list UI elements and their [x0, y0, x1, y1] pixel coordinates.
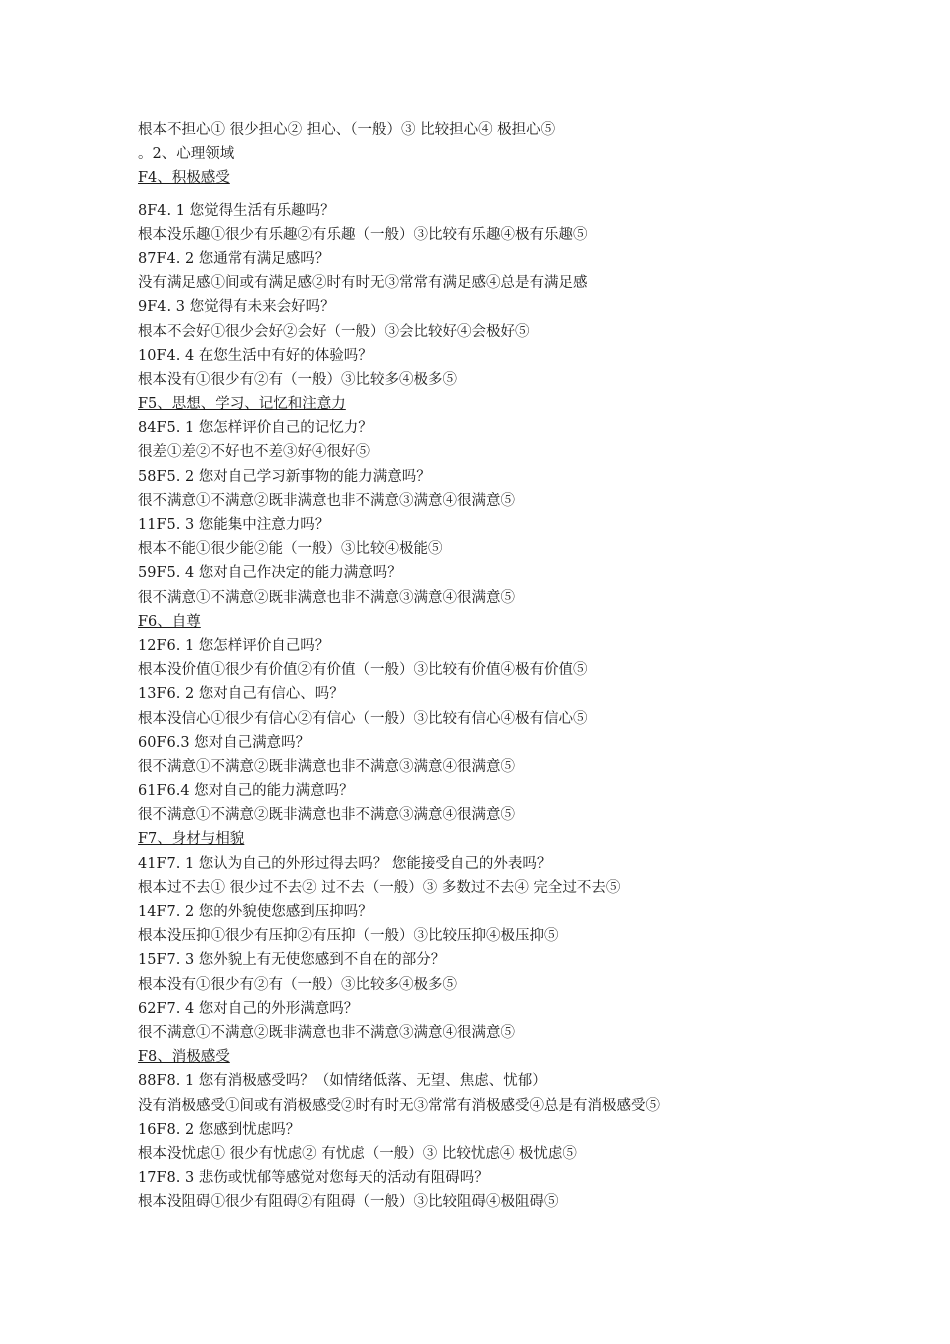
answer-options: 很不满意①不满意②既非满意也非不满意③满意④很满意⑤ [138, 589, 515, 606]
section-heading: F8、消极感受 [138, 1049, 230, 1066]
question-text: 41F7. 1 您认为自己的外形过得去吗？ 您能接受自己的外表吗？ [138, 855, 552, 872]
question-text: 10F4. 4 在您生活中有好的体验吗？ [138, 347, 373, 364]
answer-options: 根本不能①很少能②能（一般）③比较④极能⑤ [138, 541, 443, 558]
question-text: 84F5. 1 您怎样评价自己的记忆力？ [138, 420, 373, 437]
section-heading: F4、积极感受 [138, 170, 230, 187]
questionnaire-body [138, 118, 898, 1214]
answer-options: 根本没乐趣①很少有乐趣②有乐趣（一般）③比较有乐趣④极有乐趣⑤ [138, 226, 588, 243]
answer-options: 很不满意①不满意②既非满意也非不满意③满意④很满意⑤ [138, 492, 515, 509]
question-text: 58F5. 2 您对自己学习新事物的能力满意吗？ [138, 468, 431, 485]
question-text: 14F7. 2 您的外貌使您感到压抑吗？ [138, 904, 373, 920]
answer-options: 很不满意①不满意②既非满意也非不满意③满意④很满意⑤ [138, 1024, 515, 1041]
answer-options: 根本没有①很少有②有（一般）③比较多④极多⑤ [138, 976, 457, 993]
answer-options: 根本没压抑①很少有压抑②有压抑（一般）③比较压抑④极压抑⑤ [138, 928, 559, 945]
answer-options: 根本没阻碍①很少有阻碍②有阻碍（一般）③比较阻碍④极阻碍⑤ [138, 1194, 559, 1211]
text-line: 。2、心理领域 [138, 146, 235, 163]
question-text: 17F8. 3 悲伤或忧郁等感觉对您每天的活动有阻碍吗？ [138, 1170, 489, 1187]
answer-options: 根本没忧虑① 很少有忧虑② 有忧虑（一般）③ 比较忧虑④ 极忧虑⑤ [138, 1145, 577, 1162]
question-text: 13F6. 2 您对自己有信心、吗？ [138, 686, 344, 703]
question-text: 60F6.3 您对自己满意吗？ [138, 734, 311, 751]
question-text: 87F4. 2 您通常有满足感吗？ [138, 250, 330, 267]
question-text: 88F8. 1 您有消极感受吗？（如情绪低落、无望、焦虑、忧郁） [138, 1073, 547, 1090]
paragraph-spacer [138, 191, 898, 199]
question-text: 62F7. 4 您对自己的外形满意吗？ [138, 1000, 359, 1017]
question-text: 9F4. 3 您觉得有未来会好吗？ [138, 299, 335, 316]
section-heading: F5、思想、学习、记忆和注意力 [138, 396, 346, 413]
answer-options: 根本没信心①很少有信心②有信心（一般）③比较有信心④极有信心⑤ [138, 710, 588, 727]
answer-options: 很差①差②不好也不差③好④很好⑤ [138, 444, 370, 461]
answer-options: 根本不担心① 很少担心② 担心、（一般）③ 比较担心④ 极担心⑤ [138, 122, 556, 138]
question-text: 15F7. 3 您外貌上有无使您感到不自在的部分？ [138, 952, 446, 969]
answer-options: 根本没价值①很少有价值②有价值（一般）③比较有价值④极有价值⑤ [138, 662, 588, 679]
section-heading: F7、身材与相貌 [138, 831, 245, 848]
question-text: 8F4. 1 您觉得生活有乐趣吗？ [138, 202, 335, 219]
answer-options: 没有满足感①间或有满足感②时有时无③常常有满足感④总是有满足感 [138, 275, 588, 292]
answer-options: 很不满意①不满意②既非满意也非不满意③满意④很满意⑤ [138, 807, 515, 824]
answer-options: 很不满意①不满意②既非满意也非不满意③满意④很满意⑤ [138, 758, 515, 775]
question-text: 16F8. 2 您感到忧虑吗？ [138, 1121, 301, 1138]
answer-options: 根本不会好①很少会好②会好（一般）③会比较好④会极好⑤ [138, 323, 530, 340]
question-text: 11F5. 3 您能集中注意力吗？ [138, 517, 330, 533]
answer-options: 根本过不去① 很少过不去② 过不去（一般）③ 多数过不去④ 完全过不去⑤ [138, 879, 621, 896]
section-heading: F6、自尊 [138, 613, 201, 630]
answer-options: 根本没有①很少有②有（一般）③比较多④极多⑤ [138, 371, 457, 388]
answer-options: 没有消极感受①间或有消极感受②时有时无③常常有消极感受④总是有消极感受⑤ [138, 1097, 660, 1114]
question-text: 61F6.4 您对自己的能力满意吗？ [138, 783, 354, 800]
question-text: 12F6. 1 您怎样评价自己吗？ [138, 637, 330, 654]
question-text: 59F5. 4 您对自己作决定的能力满意吗？ [138, 565, 402, 582]
